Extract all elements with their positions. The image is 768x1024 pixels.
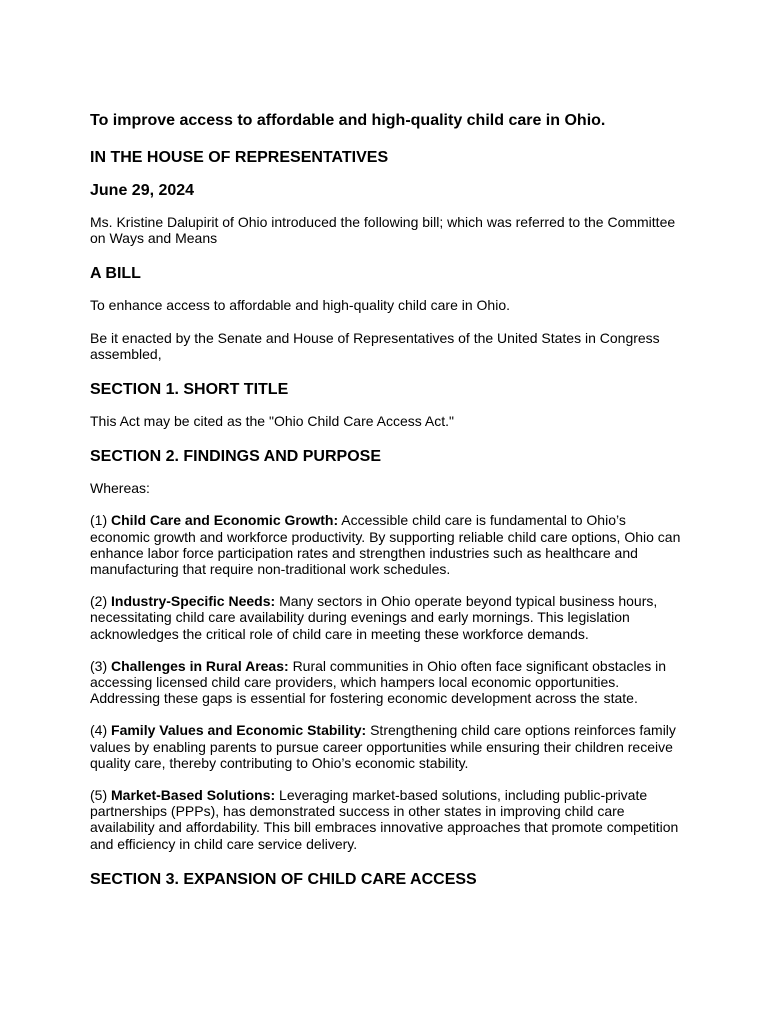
finding-lead: Family Values and Economic Stability: [111,722,367,739]
finding-number: (4) [90,722,108,739]
finding-text: Accessible child care is fundamental to Ohio’s economic growth and workforce productivity. By supporting reliable child care options, Ohio can enhance labor force participation rates and strengthen industries such as healthcare and manufacturing that require non-traditional work schedules. [90,512,681,578]
finding-lead: Industry-Specific Needs: [111,593,276,610]
finding-lead: Market-Based Solutions: [111,787,276,804]
finding-text: Rural communities in Ohio often face significant obstacles in accessing licensed child care providers, which hampers local economic opportunities. Addressing these gaps is essential for fostering economic development across the state. [90,657,667,707]
finding-item [90,787,682,852]
finding-lead: Child Care and Economic Growth: [111,512,339,529]
purpose-text: To enhance access to affordable and high-quality child care in Ohio. [90,297,511,314]
finding-text: Many sectors in Ohio operate beyond typical business hours, necessitating child care availability during evenings and early mornings. This legislation acknowledges the critical role of child care in meeting these workforce demands. [90,593,658,642]
finding-text: Leveraging market-based solutions, including public-private partnerships (PPPs), has demonstrated success in other states in improving child care availability and affordability. This bill embraces innovative approaches that promote competition and efficiency in child care service delivery. [90,787,679,852]
section-1-heading: SECTION 1. SHORT TITLE [90,381,289,399]
finding-number: (2) [90,593,108,610]
finding-number: (5) [90,787,108,804]
chamber-heading: IN THE HOUSE OF REPRESENTATIVES [90,149,389,166]
finding-lead: Challenges in Rural Areas: [111,657,289,674]
finding-number: (1) [90,512,108,529]
finding-item [90,593,682,642]
introduction-text: Ms. Kristine Dalupirit of Ohio introduced the following bill; which was referred to the Committee on Ways and Means [90,214,676,247]
finding-item [90,722,682,771]
section-2-heading: SECTION 2. FINDINGS AND PURPOSE [90,448,381,466]
section-1-text: This Act may be cited as the "Ohio Child Care Access Act." [90,413,454,430]
bill-title: To improve access to affordable and high-quality child care in Ohio. [90,112,606,129]
bill-heading: A BILL [90,265,141,283]
finding-item [90,512,682,577]
enacting-clause: Be it enacted by the Senate and House of Representatives of the United States in Congress assembled, [90,329,660,362]
finding-item [90,658,682,707]
finding-text: Strengthening child care options reinforces family values by enabling parents to pursue career opportunities while ensuring their children receive quality care, thereby contributing to Ohio’s economic stability. [90,722,676,771]
bill-date: June 29, 2024 [90,182,195,199]
section-3-heading: SECTION 3. EXPANSION OF CHILD CARE ACCESS [90,870,477,888]
finding-number: (3) [90,657,108,674]
whereas-text: Whereas: [90,480,150,497]
